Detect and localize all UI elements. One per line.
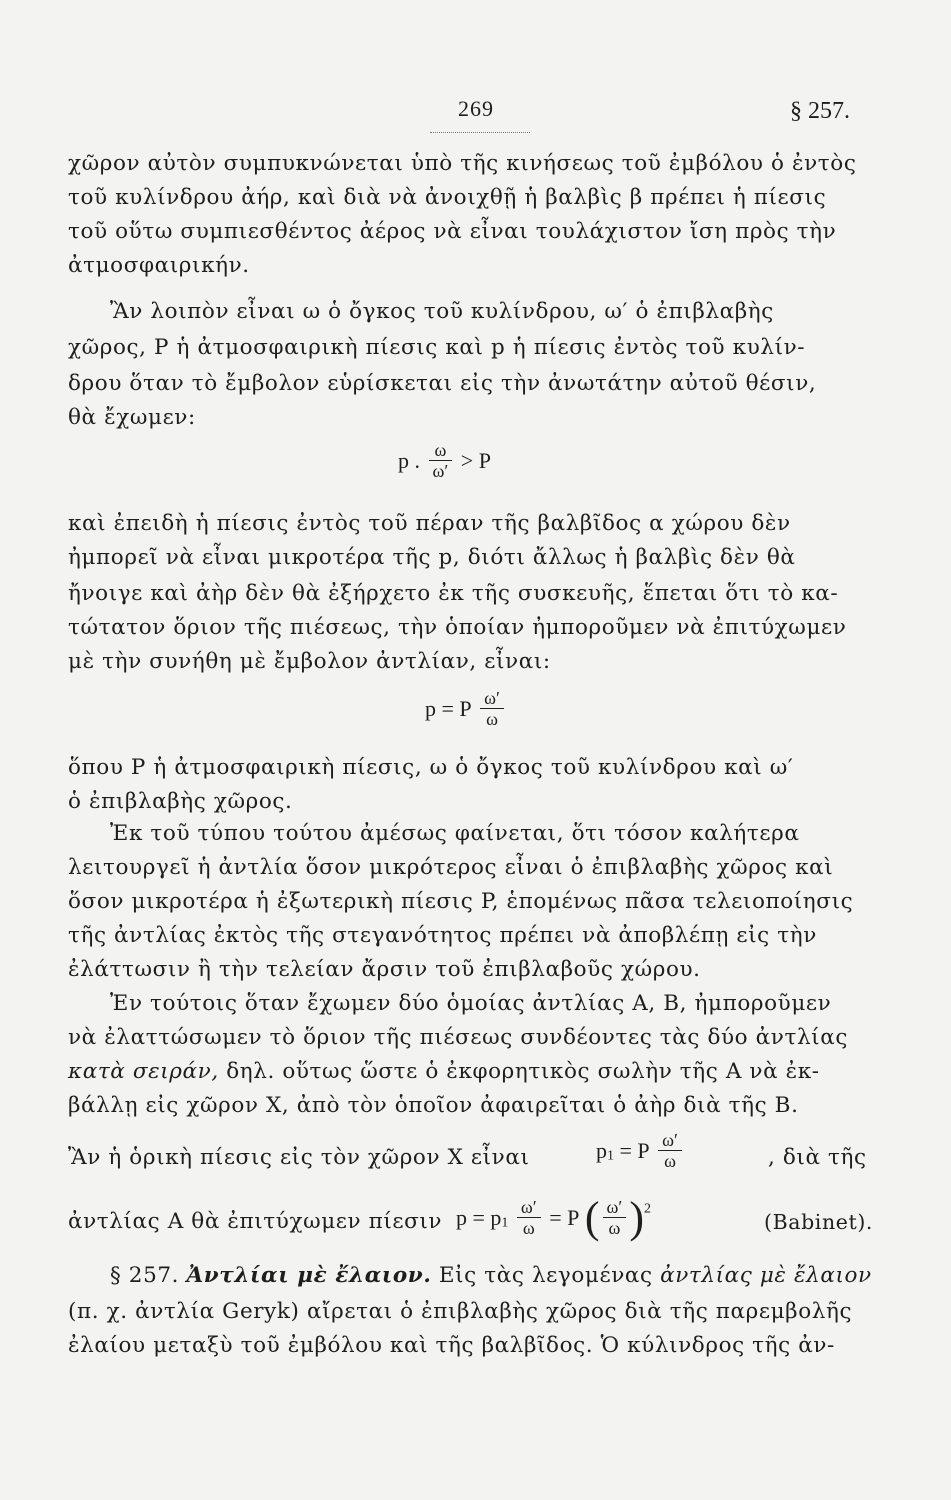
text-line: ὅπου P ἡ ἀτμοσφαιρικὴ πίεσις, ω ὁ ὄγκος τοῦ κυλίνδρου καὶ ω′ bbox=[68, 755, 794, 780]
page-header bbox=[0, 96, 951, 136]
text-line: Ἂν ἡ ὁρικὴ πίεσις εἰς τὸν χῶρον X εἶναι bbox=[68, 1145, 530, 1170]
section-reference: § 257. bbox=[790, 98, 850, 124]
page-number-rule bbox=[430, 132, 530, 133]
text-line: δρου ὅταν τὸ ἔμβολον εὑρίσκεται εἰς τὴν ἀνωτάτην αὐτοῦ θέσιν, bbox=[68, 371, 817, 396]
text-line: ὁ ἐπιβλαβὴς χῶρος. bbox=[68, 789, 293, 814]
text-line: λειτουργεῖ ἡ ἀντλία ὅσον μικρότερος εἶναι ὁ ἐπιβλαβὴς χῶρος καὶ bbox=[68, 855, 834, 880]
text-line: βάλλῃ εἰς χῶρον X, ἀπὸ τὸν ὁποῖον ἀφαιρεῖται ὁ ἀὴρ διὰ τῆς B. bbox=[68, 1093, 799, 1118]
text-line: ἐλάττωσιν ἢ τὴν τελείαν ἄρσιν τοῦ ἐπιβλαβοῦς χώρου. bbox=[68, 957, 701, 982]
text-line: Ἐν τούτοις ὅταν ἔχωμεν δύο ὁμοίας ἀντλίας A, B, ἠμποροῦμεν bbox=[110, 991, 832, 1016]
text-line: ἀτμοσφαιρικήν. bbox=[68, 253, 250, 278]
text-line: καὶ ἐπειδὴ ἡ πίεσις ἐντὸς τοῦ πέραν τῆς βαλβῖδος α χώρου δὲν bbox=[68, 511, 791, 536]
text-line: χῶρον αὐτὸν συμπυκνώνεται ὑπὸ τῆς κινήσεως τοῦ ἐμβόλου ὁ ἐντὸς bbox=[68, 151, 857, 176]
text-line: κατὰ σειράν, δηλ. οὕτως ὥστε ὁ ἐκφορητικὸς σωλὴν τῆς A νὰ ἐκ- bbox=[68, 1059, 820, 1084]
text-line: ἠμπορεῖ νὰ εἶναι μικροτέρα τῆς p, διότι ἄλλως ἡ βαλβὶς δὲν θὰ bbox=[68, 545, 796, 570]
formula-limit-pressure: p = P $\frac{\omega'}{\omega}$ bbox=[425, 688, 507, 729]
text-line: μὲ τὴν συνήθη μὲ ἔμβολον ἀντλίαν, εἶναι: bbox=[68, 649, 551, 674]
formula-p1: $p_1 = P$ $\frac{\omega'}{\omega}$ bbox=[596, 1130, 685, 1171]
page-number: 269 bbox=[458, 96, 494, 121]
section-257-heading-line: § 257. Ἀντλίαι μὲ ἔλαιον. Εἰς τὰς λεγομένας ἀντλίας μὲ ἔλαιον bbox=[110, 1263, 872, 1288]
text-line: Ἂν λοιπὸν εἶναι ω ὁ ὄγκος τοῦ κυλίνδρου, ω′ ὁ ἐπιβλαβὴς bbox=[110, 299, 774, 324]
text-line: Ἐκ τοῦ τύπου τούτου ἀμέσως φαίνεται, ὅτι τόσον καλήτερα bbox=[110, 821, 800, 846]
text-line: τῆς ἀντλίας ἐκτὸς τῆς στεγανότητος πρέπει νὰ ἀποβλέπῃ εἰς τὴν bbox=[68, 923, 817, 948]
text-line: ἀντλίας A θὰ ἐπιτύχωμεν πίεσιν bbox=[68, 1209, 443, 1234]
text-line: ἐλαίου μεταξὺ τοῦ ἐμβόλου καὶ τῆς βαλβῖδος. Ὁ κύλινδρος τῆς ἀν- bbox=[68, 1333, 835, 1358]
text-line: ὅσον μικροτέρα ἡ ἐξωτερικὴ πίεσις P, ἑπομένως πᾶσα τελειοποίησις bbox=[68, 889, 854, 914]
text-line: (Babinet). bbox=[764, 1210, 874, 1234]
text-line: τοῦ κυλίνδρου ἀήρ, καὶ διὰ νὰ ἀνοιχθῇ ἡ βαλβὶς β πρέπει ἡ πίεσις bbox=[68, 185, 827, 210]
text-line: θὰ ἔχωμεν: bbox=[68, 405, 196, 430]
text-line: (π. χ. ἀντλία Geryk) αἴρεται ὁ ἐπιβλαβὴς χῶρος διὰ τῆς παρεμβολῆς bbox=[68, 1299, 853, 1324]
formula-inequality: p . $\frac{\omega}{\omega'}$ > P bbox=[398, 440, 491, 481]
text-line: τοῦ οὕτω συμπιεσθέντος ἀέρος νὰ εἶναι τουλάχιστον ἴση πρὸς τὴν bbox=[68, 219, 837, 244]
text-line: τώτατον ὅριον τῆς πιέσεως, τὴν ὁποίαν ἠμποροῦμεν νὰ ἐπιτύχωμεν bbox=[68, 615, 847, 640]
text-line: ἤνοιγε καὶ ἀὴρ δὲν θὰ ἐξήρχετο ἐκ τῆς συσκευῆς, ἕπεται ὅτι τὸ κα- bbox=[68, 581, 839, 606]
text-line: νὰ ἐλαττώσωμεν τὸ ὅριον τῆς πιέσεως συνδέοντες τὰς δύο ἀντλίας bbox=[68, 1025, 848, 1050]
text-line: , διὰ τῆς bbox=[768, 1145, 867, 1170]
text-line: χῶρος, P ἡ ἀτμοσφαιρικὴ πίεσις καὶ p ἡ πίεσις ἐντὸς τοῦ κυλίν- bbox=[68, 335, 806, 360]
formula-babinet: $p = p_1$ $\frac{\omega'}{\omega}$ = P ( $\frac{\omega'}{\omega}$ )$^2$ bbox=[456, 1193, 651, 1242]
